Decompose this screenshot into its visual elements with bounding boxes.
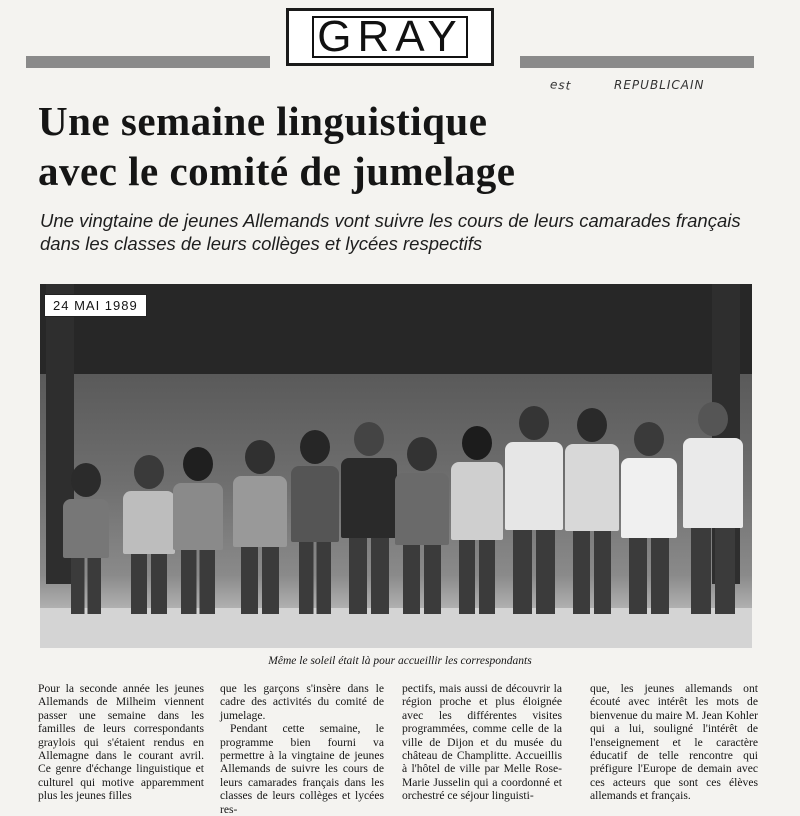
- photo-person: [60, 463, 112, 614]
- handwritten-note-est: est: [549, 77, 572, 93]
- handwritten-note-republicain: REPUBLICAIN: [614, 78, 705, 92]
- header-rule-left: [26, 56, 270, 68]
- article-paragraph: Pendant cette semaine, le programme bien fourni va permettre à la vingtaine de jeunes Allemands de suivre les cours de leurs camarades français dans les classes de leurs collèges et lycées res-: [220, 722, 384, 816]
- photo-steps: [40, 608, 752, 648]
- photo-caption: Même le soleil était là pour accueillir les correspondants: [268, 655, 532, 667]
- article-paragraph: pectifs, mais aussi de découvrir la région proche et plus éloignée avec les différentes visites programmées, comme celle de la ville de Dijon et du musée du château de Champlitte. Accueillis à l'hôtel de ville par Melle Rose-Marie Jusselin qui a coordonné et orchestré ce séjour linguisti-: [402, 682, 562, 803]
- headline-line-1: Une semaine linguistique: [38, 98, 488, 144]
- article-column-4: [590, 682, 758, 803]
- photo-person: [170, 447, 226, 614]
- section-logo-text: GRAY: [309, 13, 470, 61]
- article-paragraph: que, les jeunes allemands ont écouté avec intérêt les mots de bienvenue du maire M. Jean Kohler qui a lui, souligné l'intérêt de l'enseignement et le caractère éducatif de telle rencontre qui préfigure l'Europe de demain avec ces acteurs que sont ces élèves allemands et français.: [590, 682, 758, 803]
- photo-person: [338, 422, 400, 614]
- photo-person: [562, 408, 622, 614]
- article-subtitle: Une vingtaine de jeunes Allemands vont suivre les cours de leurs camarades français dans les classes de leurs collèges et lycées respectifs: [40, 210, 741, 254]
- photo-person: [392, 437, 452, 614]
- photo-background-wall: [40, 284, 752, 374]
- article-column-1: [38, 682, 204, 803]
- section-logo: [286, 8, 494, 66]
- photo-person: [502, 406, 566, 614]
- article-headline: [38, 96, 758, 196]
- article-column-2: [220, 682, 384, 816]
- photo-person: [288, 430, 342, 614]
- article-column-3: [402, 682, 562, 803]
- header-rule-right: [520, 56, 754, 68]
- date-label: 24 MAI 1989: [44, 294, 147, 317]
- photo-person: [230, 440, 290, 614]
- article-paragraph: que les garçons s'insère dans le cadre des activités du comité de jumelage.: [220, 682, 384, 722]
- group-photo: [40, 284, 752, 648]
- photo-person: [618, 422, 680, 614]
- photo-person: [448, 426, 506, 614]
- headline-line-2: avec le comité de jumelage: [38, 148, 516, 194]
- article-paragraph: Pour la seconde année les jeunes Allemands de Milheim viennent passer une semaine dans les familles de leurs correspondants graylois qui s'étaient rendus en Allemagne dans le courant avril. Ce genre d'échange linguistique et culturel qui motive apparemment plus les jeunes filles: [38, 682, 204, 803]
- photo-person: [680, 402, 746, 614]
